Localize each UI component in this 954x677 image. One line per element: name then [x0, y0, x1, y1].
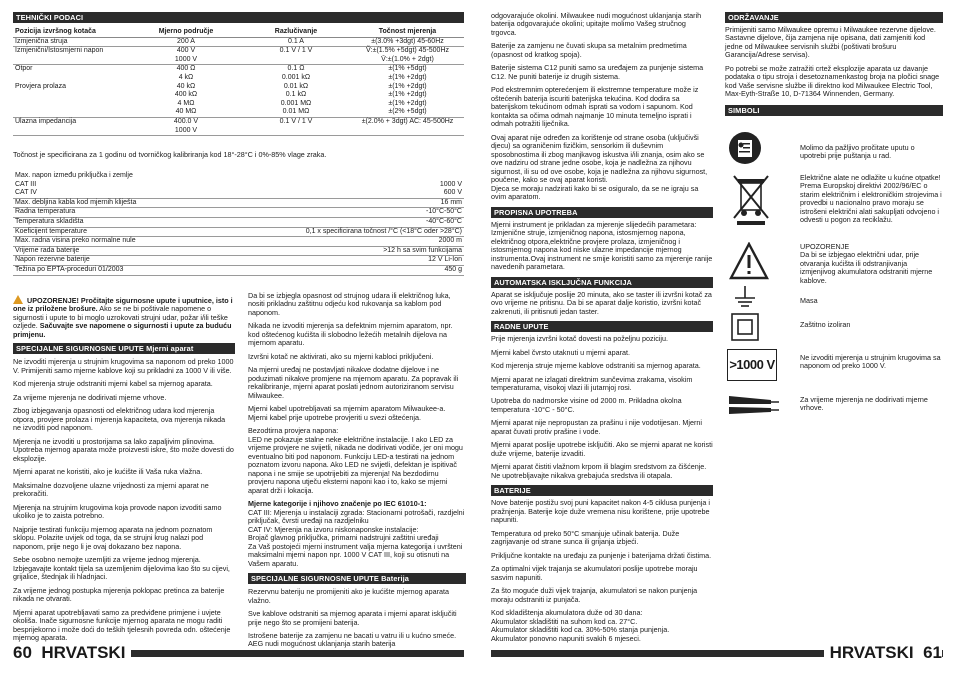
- battery-paragraph: Za optimalni vijek trajanja se akumulatori poslije upotrebe moraju sasvim napuniti.: [491, 564, 698, 582]
- far-right-column: [725, 12, 943, 116]
- auto-off-text: Aparat se isključuje poslije 20 minuta, ako se taster ili izvršni kotač za ovo vrijeme ne pritisnu. Da bi se aparat dalje koristio, izvršni kotač zakrenuti, ili pritisnuti jedan taster.: [491, 289, 712, 316]
- safety-paragraph: Mjerenja na strujnim krugovima koja provode napon izvoditi samo ukoliko je to zaista potrebno.: [13, 502, 222, 521]
- ground-icon: [727, 284, 793, 314]
- spec-cell: Otpor Provjera prolaza: [13, 65, 131, 118]
- work-paragraph: Mjerni kabel čvrsto utaknuti u mjerni aparat.: [491, 347, 631, 357]
- data-cell: 0,1 x specificirana točnost /°C (<18°C oder >28°C): [211, 227, 464, 237]
- battery-safety-paragraph: Rezervnu bateriju ne promijeniti ako je kućište mjernog aparata vlažno.: [248, 587, 449, 605]
- spec-cell: ±(2.0% + 3dgt) AC: 45-500Hz: [351, 117, 464, 135]
- probe-tips-icon: [727, 392, 793, 418]
- safety-paragraph: Mjerni kabel upotrebljavati sa mjernim aparatom Milwaukee-a. Mjerni kabel prije upotrebe provjeriti u svezi oštećenja.: [248, 404, 446, 422]
- battery-paragraph: Kod skladištenja akumulatora duže od 30 dana: Akumulator skladištiti na suhom kod ca. 27°C. Akumulator skladištiti kod ca. 30%-50% stanja punjenja. Akumulator ponovno napuniti svakih 6 mjeseci.: [491, 608, 670, 643]
- spec-table: [13, 28, 464, 136]
- data-row: [13, 198, 464, 208]
- data-cell: Max. debljina kabla kod mjernih kliješta: [13, 198, 211, 208]
- safety-paragraph: Mjerenja ne izvoditi u prostorijama sa lako zapaljivim plinovima. Upotreba mjernog aparata može proizvesti iskre, što može dovesti do eksplozije.: [13, 436, 234, 463]
- data-cell: -10°C-50°C: [211, 208, 464, 218]
- data-cell: -40°C-60°C: [211, 217, 464, 227]
- right-column: [491, 12, 713, 648]
- safety-paragraph: Sebe osobno nemojte uzemljiti za vrijeme jednog mjerenja. Izbjegavajte kontakt tijela sa uzemljenim dijelovima kao što su cijevi, grijalice, štednjak ili hladnjaci.: [13, 555, 230, 582]
- spec-cell: 0.1 V / 1 V: [241, 117, 351, 135]
- symbol-text-1000v: Ne izvoditi mjerenja u strujnim krugovima sa naponom od preko 1000 V.: [800, 353, 941, 371]
- work-instructions-header: RADNE UPUTE: [491, 321, 713, 332]
- safety-header-battery: SPECIJALNE SIGURNOSNE UPUTE Baterija: [248, 573, 466, 584]
- battery-paragraph: Nove baterije postižu svoj puni kapacitet nakon 4-5 ciklusa punjenja i pražnjenja. Baterije koje duže vremena nisu korištene, prije upotrebe napuniti.: [491, 498, 710, 525]
- safety-header-device: SPECIJALNE SIGURNOSNE UPUTE Mjerni aparat: [13, 343, 235, 354]
- safety-paragraph: Nikada ne izvoditi mjerenja sa defektnim mjernim aparatom, npr. kod oštećenog kućišta ili slobodno ležećih metalnih dijelova na mjernom aparatu.: [248, 321, 453, 348]
- spec-row: [13, 117, 464, 135]
- spec-cell: 0.1 A: [241, 37, 351, 47]
- data-row: [13, 208, 464, 218]
- double-insulation-icon: [727, 312, 793, 346]
- intended-use-text: Mjerni instrument je prikladan za mjerenje slijedećih parametara: Izmjenične struje, izmjeničnog napona, istosmjernog napona, električnog otpora,električne provjere prolaza, izmjeničnog i istosmjernog napona kod niske ulazne impedancije mjernog instrumenta.Ovaj instrument ne smije koristiti samo za mjerenje ranije navedenih parametara.: [491, 219, 713, 272]
- data-cell: Temperatura skladišta: [13, 217, 211, 227]
- data-row: [13, 246, 464, 256]
- spec-head: Točnost mjerenja: [351, 28, 464, 37]
- safety-paragraph: Zbog izbjegavanja opasnosti od električnog udara kod mjerenja otpora, provjere prolaza i mjerenja kapaciteta, ova mjerenja nikada ne izvoditi pod naponom.: [13, 406, 226, 433]
- page-lang: HRVATSKI: [829, 643, 914, 662]
- page-number-left: [13, 644, 131, 662]
- symbol-text-warning: UPOZORENJE Da bi se izbjegao električni udar, prije otvaranja kućišta ili odstranjivanja izmjenjivog akumulatora odstraniti mjerne kablove.: [800, 242, 933, 285]
- spec-cell: 0.1 V / 1 V: [241, 47, 351, 65]
- data-cell: 12 V Li-Ion: [211, 256, 464, 266]
- data-cell: >12 h sa svim funkcijama: [211, 246, 464, 256]
- general-data-table: [13, 172, 464, 276]
- data-cell: Max. napon između priključka i zemlje CAT III CAT IV: [13, 172, 211, 198]
- intended-use-header: PROPISNA UPOTREBA: [491, 207, 713, 218]
- spec-cell: 200 A: [131, 37, 241, 47]
- spec-cell: ±(1% +5dgt) ±(1% +2dgt) ±(1% +2dgt) ±(1% +2dgt) ±(1% +2dgt) ±(2% +5dgt): [351, 65, 464, 118]
- spec-cell: 400 V 1000 V: [131, 47, 241, 65]
- battery-paragraph: Za što moguće duži vijek trajanja, akumulatori se nakon punjenja moraju odstraniti iz punjača.: [491, 586, 698, 604]
- weee-bin-icon: [727, 171, 793, 241]
- data-cell: 16 mm: [211, 198, 464, 208]
- safety-paragraph: Najprije testirati funkciju mjernog aparata na jednom poznatom sklopu. Polazite uvijek od toga, da se strujni krug nalazi pod naponom, prije nego li je ovaj dokazano bez napona.: [13, 524, 213, 551]
- work-paragraph: Mjerni aparat čistiti vlažnom krpom ili blagim sredstvom za čišćenje. Ne upotrebljavajte nikakva grebajuća sredstva ili otapala.: [491, 462, 707, 480]
- safety-paragraph: Za vrijeme mjerenja ne dodirivati mjerne vrhove.: [13, 392, 167, 402]
- warning-text: Ako se ne bi poštivale napomene o sigurnosti i upute to bi moglo uzrokovati strujni udar, požar i/ili teške ozljede.: [13, 304, 228, 331]
- battery-safety-paragraph: Istrošene baterije za zamjenu ne bacati u vatru ili u kućno smeće. AEG nudi mogućnost uklanjanja starih baterija: [248, 630, 457, 649]
- data-cell: Radna temperatura: [13, 208, 211, 218]
- battery-paragraph: Temperatura od preko 50°C smanjuje učinak baterija. Duže zagrijavanje od strane sunca ili grijanja izbjeći.: [491, 528, 680, 547]
- work-paragraph: Kod mjerenja struje mjerne kablove odstraniti sa mjernog aparata.: [491, 361, 701, 371]
- battery-paragraph: Baterije sistema C12 puniti samo sa uređajem za punjenje sistema C12. Ne puniti baterije iz drugih sistema.: [491, 63, 704, 81]
- spec-row: [13, 65, 464, 118]
- spec-cell: 400.0 V 1000 V: [131, 117, 241, 135]
- data-row: [13, 237, 464, 247]
- safety-paragraph: Na mjerni uređaj ne postavljati nikakve dodatne dijelove i ne poduzimati nikakve promjene na mjernom aparatu. Za popravak ili rekalibriranje, mjerni aparat poslati jednom autoriziranom servisu Milwaukee.: [248, 365, 459, 400]
- data-cell: Koeficijent temperature: [13, 227, 211, 237]
- spec-cell: Ṽ:±(1.5% +5dgt) 45-500Hz V̄:±(1.0% + 2dgt): [351, 47, 464, 65]
- safety-paragraph: Bezodtirna provjera napona: LED ne pokazuje stalne neke električne instalacije. I ako LED za vrijeme provjere ne svijetli, nikada ne dodirivati vodiče, jer oni mogu eventualno biti pod naponom. Funkciju LED-a testirati na jednom poznatom izvoru napona. Ako LED ne svijetli, defektan je ispitivač napona i ne smije se upotrijebiti za mjerenja! Na bezdodirnu provjeru napona utječu eksterni naponi kao i to, kako se mjerni aparat drži i lokacija.: [248, 426, 463, 495]
- page-num: 60: [13, 643, 32, 662]
- data-row: [13, 256, 464, 266]
- safety-paragraph: Maksimalne dozvoljene ulazne vrijednosti za mjerni aparat ne prekoračiti.: [13, 480, 209, 499]
- safety-paragraph: Kod mjerenja struje odstraniti mjerni kabel sa mjernog aparata.: [13, 379, 213, 389]
- battery-paragraph: Ovaj aparat nije određen za korištenje od strane osoba (uključivši djecu) sa ograničenim fizičkim, sensorkim ili duševnim sposobnostima ili zbog manjkavog iskustva i/ili znanja, osim ako se ove nadziru od strane jedne osobe, koja je nadležna za njihovu sigurnost, ili su od ove osobe, koja je nadležna za njihovu sigurnost, poučene, kako se ovaj aparat koristi. Djeca se moraju nadzirati kako bi se osiguralo, da se ne igraju sa ovim aparatom.: [491, 132, 708, 202]
- page-num: 61: [923, 643, 942, 662]
- safety-paragraph: Ne izvoditi mjerenja u strujnim krugovima sa naponom od preko 1000 V. Primijeniti samo mjerne kablove koji su prikladni za 1000 V ili više.: [13, 357, 234, 375]
- over-1000v-icon: [727, 349, 777, 381]
- data-row: [13, 217, 464, 227]
- data-cell: 450 g: [211, 265, 464, 275]
- warning-bold-2: Sačuvajte sve napomene o sigurnosti i upute za buduću primjenu.: [13, 321, 232, 339]
- spec-head: Pozicija izvršnog kotača: [13, 28, 131, 37]
- safety-paragraph: Da bi se izbjegla opasnost od strujnog udara ili električnog luka, nositi prikladnu zaštitnu odjeću kod rukovanja sa kablom pod naponom.: [248, 291, 451, 317]
- data-cell: Vrijeme rada baterije: [13, 246, 211, 256]
- page-number-right: [824, 644, 942, 662]
- data-row: [13, 172, 464, 198]
- accuracy-note: Točnost je specificirana za 1 godinu od tvorničkog kalibriranja kod 18°-28°C i 0%-85% vlage zraka.: [13, 150, 327, 159]
- category-heading: Mjerne kategorije i njihovo značenje po IEC 61010-1:: [248, 499, 427, 509]
- battery-paragraph: Pod ekstremnim opterećenjem ili ekstremne temperature može iz oštećenih baterija iscuriti baterijska tekućina. Kod dodira sa baterijskom tekućinom odmah isprati sa vodom i sapunom. Kod kontakta sa očima odmah najmanje 10 minuta temeljno isprati i odmah potražiti liječnika.: [491, 85, 699, 129]
- symbol-text-manual: Molimo da pažljivo pročitate uputu o upotrebi prije puštanja u rad.: [800, 143, 915, 161]
- safety-paragraph: Za vrijeme jednog postupka mjerenja poklopac pretinca za baterije nikada ne otvarati.: [13, 585, 225, 604]
- maintenance-paragraph: Po potrebi se može zatražiti crtež eksplozije aparata uz davanje podataka o tipu stroja i desetoznamenkastog broja na pločici snage kod Vaše servisne službe ili direktno kod Milwaukee Electric Tool, Max-Eyth-Straße 10, D-71364 Winnenden, Germany.: [725, 63, 940, 99]
- spec-cell: 400 Ω 4 kΩ 40 kΩ 400 kΩ 4 MΩ 40 MΩ: [131, 65, 241, 118]
- spec-head: Razlučivanje: [241, 28, 351, 37]
- work-paragraph: Upotreba do nadmorske visine od 2000 m. Prikladna okolna temperatura -10°C - 50°C.: [491, 396, 682, 414]
- safety-paragraph: Mjerni aparat ne koristiti, ako je kućište ili Vaša ruka vlažna.: [13, 467, 203, 477]
- spec-cell: ±(3.0% +3dgt) 45-60Hz: [351, 37, 464, 47]
- data-cell: Težina po EPTA-proceduri 01/2003: [13, 265, 211, 275]
- spec-head: Mjerno područje: [131, 28, 241, 37]
- symbol-text-weee: Električne alate ne odlažite u kućne otpatke! Prema Europskoj direktivi 2002/96/EC o starim električnim i elektroničkim strojevima i provedbi u nacionalno pravo moraju se istrošeni električni alati sakupljati odvojeno i odvesti u pogon za reciklažu.: [800, 173, 942, 225]
- battery-safety-paragraph: Sve kablove odstraniti sa mjernog aparata i mjerni aparat isključiti prije nego što se promijeni baterija.: [248, 609, 457, 627]
- work-paragraph: Prije mjerenja izvršni kotač dovesti na poželjnu poziciju.: [491, 334, 668, 344]
- symbols-header: SIMBOLI: [725, 105, 943, 116]
- auto-off-header: AUTOMATSKA ISKLJUČNA FUNKCIJA: [491, 277, 713, 288]
- work-paragraph: Mjerni aparat nije nepropustan za prašinu i nije vodotijesan. Mjerni aparat čuvati protiv prašine i vode.: [491, 418, 702, 436]
- spec-row: [13, 47, 464, 65]
- spec-cell: 0.1 Ω 0.001 kΩ 0.01 kΩ 0.1 kΩ 0.001 MΩ 0.01 MΩ: [241, 65, 351, 118]
- work-paragraph: Mjerni aparat poslije upotrebe isključiti. Ako se mjerni aparat ne koristi duže vrijeme, baterije izvaditi.: [491, 440, 713, 458]
- data-cell: 1000 V 600 V: [211, 172, 464, 198]
- middle-column: [248, 292, 466, 654]
- spec-cell: Izmjenični/Istosmjerni napon: [13, 47, 131, 65]
- warning-triangle-icon: [727, 242, 793, 282]
- data-cell: Napon rezervne baterije: [13, 256, 211, 266]
- maintenance-paragraph: Primijeniti samo Milwaukee opremu i Milwaukee rezervne dijelove. Sastavne dijelove, čija zamjena nije opisana, dati zamjeniti kod jedne od Milwaukee servisnih službi (poštivati brošuru Garancija/Adrese servisa).: [725, 25, 936, 60]
- spec-cell: Ulazna impedancija: [13, 117, 131, 135]
- safety-paragraph: Mjerni aparat upotrebljavati samo za predviđene primjene i uvjete okoliša. Inače sigurnosne funkcije mjernog aparata ne mogu raditi besprijekorno i može doći do teških tjelesnih povreda odn. oštećenje mjernog aparata.: [13, 607, 231, 643]
- batteries-header: BATERIJE: [491, 485, 713, 496]
- data-row: [13, 227, 464, 237]
- symbol-text-insulation: Zaštitno izoliran: [800, 320, 851, 329]
- page-lang: HRVATSKI: [41, 643, 126, 662]
- battery-paragraph: Baterije za zamjenu ne čuvati skupa sa metalnim predmetima (opasnost od kratkog spoja).: [491, 41, 687, 59]
- symbol-text-tips: Za vrijeme mjerenja ne dodirivati mjerne vrhove.: [800, 395, 928, 413]
- safety-paragraph: Izvršni kotač ne aktivirati, ako su mjerni kabloci priključeni.: [248, 351, 434, 361]
- symbol-text-ground: Masa: [800, 296, 818, 305]
- volt-label: >1000 V: [729, 357, 775, 373]
- spec-row: [13, 37, 464, 47]
- battery-paragraph: Priključne kontakte na uređaju za punjenje i baterijama držati čistima.: [491, 550, 712, 560]
- warning-icon: [13, 295, 23, 304]
- data-cell: Max. radna visina preko normalne nule: [13, 237, 211, 247]
- battery-paragraph: odgovarajuće okolini. Milwaukee nudi mogućnost uklanjanja starih baterija odgovarajuće okolini; upitajte molimo Vašeg stručnog trgovca.: [491, 11, 702, 37]
- data-cell: 2000 m: [211, 237, 464, 247]
- warning-bold: UPOZORENJE! Pročitajte sigurnosne upute i uputnice, isto i one iz priložene brošure.: [13, 296, 233, 314]
- category-text: CAT III: Mjerenja u instalaciji zgrada: Stacionarni potrošači, razdjelni priključak, čvrsti uređaji na razdjelniku CAT IV: Mjerenja na izvoru niskonaponske instalacije: Brojač glavnog priključka, primarni nadstrujni zaštitni uređaji Za Vaš postojeći mjerni instrument valja mjerna kategorija i uvršteni maksimalni mjerni napon npr. 1000 V CAT III, koji su otisnuti na Vašem aparatu.: [248, 507, 465, 568]
- tech-data-header: TEHNIČKI PODACI: [13, 12, 464, 23]
- data-row: [13, 265, 464, 275]
- spec-cell: Izmjenična struja: [13, 37, 131, 47]
- maintenance-header: ODRŽAVANJE: [725, 12, 943, 23]
- work-paragraph: Mjerni aparat ne izlagati direktnim sunčevima zrakama, visokim temperaturama, visokoj vlazi ili jutarnjoj rosi.: [491, 374, 693, 392]
- left-column: [13, 295, 235, 648]
